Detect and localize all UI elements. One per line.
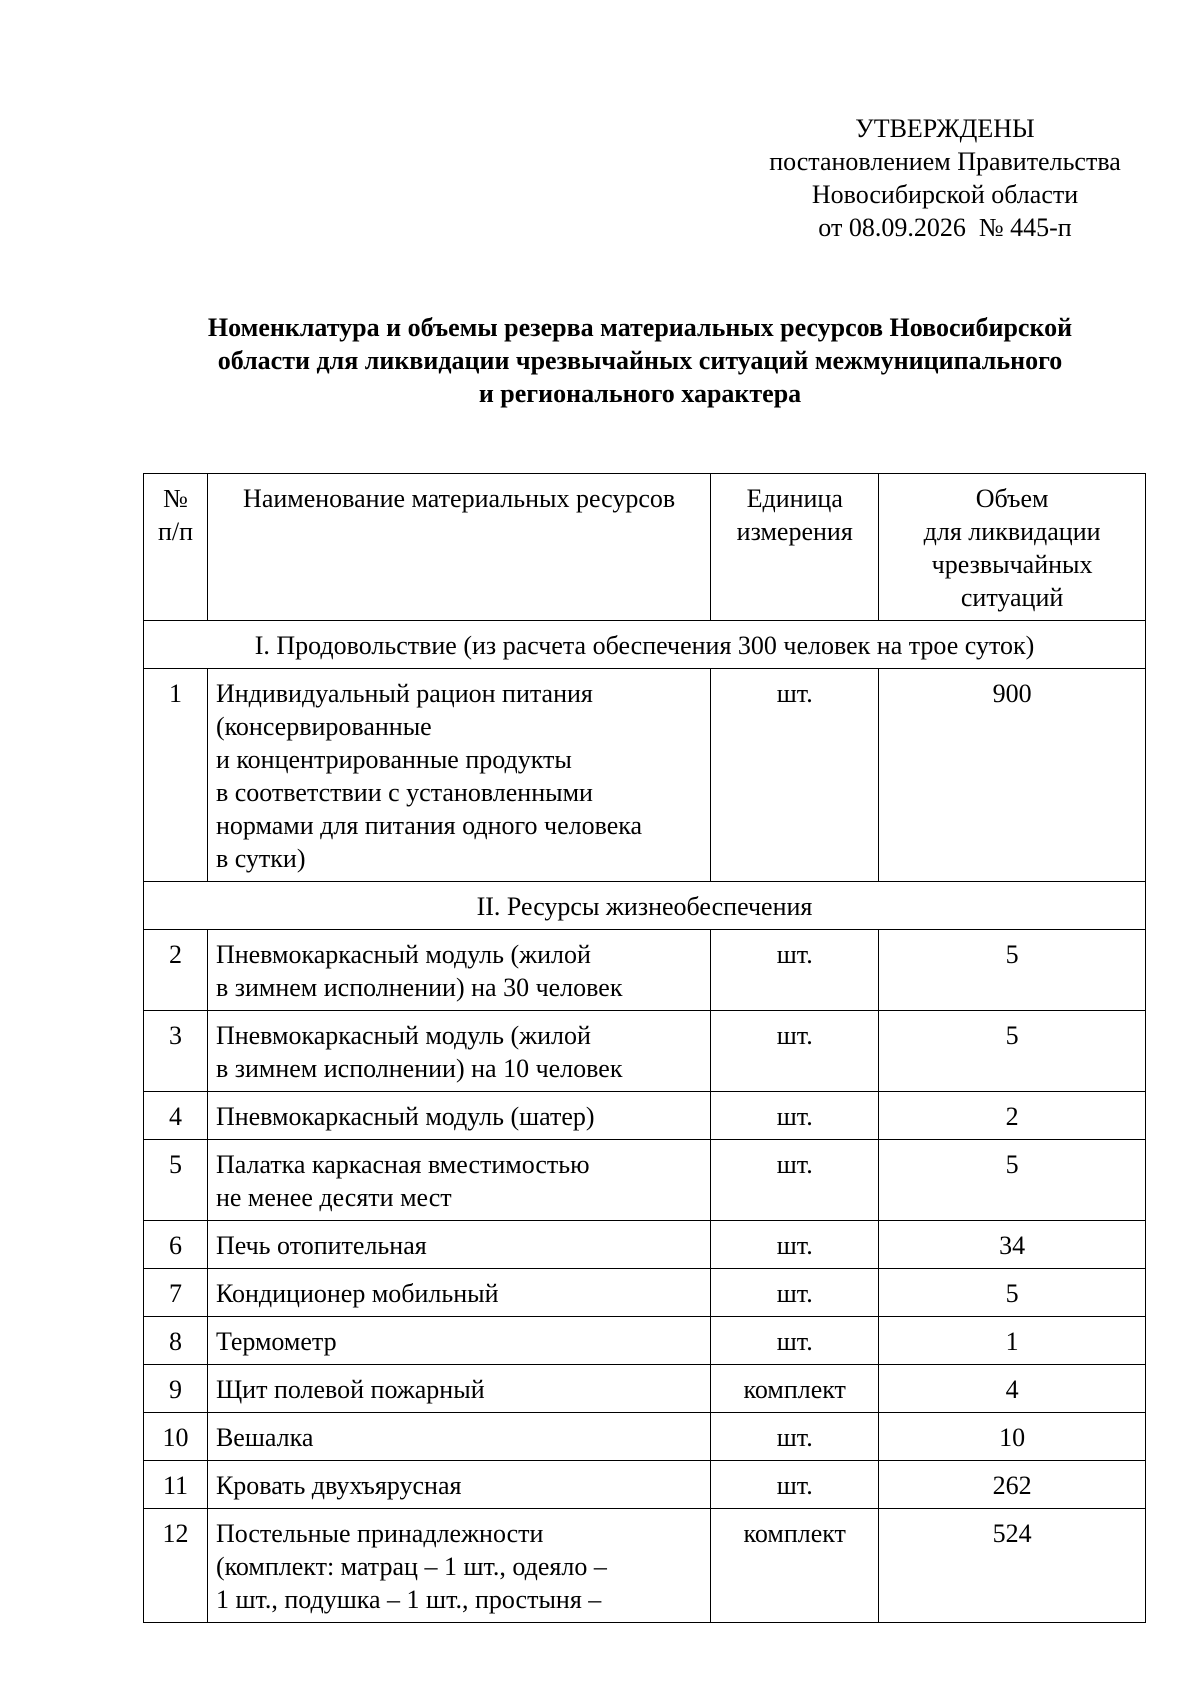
- header-volume-line-1: Объем: [975, 484, 1049, 513]
- row-unit: шт.: [711, 1140, 879, 1221]
- row-name-line: в зимнем исполнении) на 10 человек: [215, 1054, 623, 1083]
- header-unit-line-2: измерения: [736, 517, 853, 546]
- row-volume: 5: [879, 1269, 1146, 1317]
- row-volume: 4: [879, 1365, 1146, 1413]
- row-number: 4: [144, 1092, 208, 1140]
- header-volume-line-3: чрезвычайных: [931, 550, 1093, 579]
- row-number: 10: [144, 1413, 208, 1461]
- row-name: [207, 1365, 710, 1413]
- row-name-line: Пневмокаркасный модуль (шатер): [215, 1102, 595, 1131]
- header-number-line-1: №: [163, 484, 188, 513]
- row-unit: комплект: [711, 1509, 879, 1623]
- table-row: [144, 1011, 1146, 1092]
- row-name: [207, 1221, 710, 1269]
- row-unit: шт.: [711, 1269, 879, 1317]
- row-unit: шт.: [711, 1317, 879, 1365]
- row-unit: шт.: [711, 1092, 879, 1140]
- row-unit: шт.: [711, 1011, 879, 1092]
- header-number-line-2: п/п: [157, 517, 193, 546]
- approval-block: [745, 112, 1145, 244]
- row-name: [207, 930, 710, 1011]
- row-volume: 1: [879, 1317, 1146, 1365]
- table-row: [144, 1269, 1146, 1317]
- row-name-line: Постельные принадлежности: [215, 1519, 544, 1548]
- row-volume: 5: [879, 1011, 1146, 1092]
- table-row: [144, 930, 1146, 1011]
- header-name: Наименование материальных ресурсов: [207, 474, 710, 621]
- table-row: [144, 1317, 1146, 1365]
- row-number: 6: [144, 1221, 208, 1269]
- table-row: [144, 669, 1146, 882]
- table-row: [144, 1413, 1146, 1461]
- row-name-line: Вешалка: [215, 1423, 314, 1452]
- row-name-line: Палатка каркасная вместимостью: [215, 1150, 590, 1179]
- row-name-line: не менее десяти мест: [215, 1183, 452, 1212]
- section-life-support: II. Ресурсы жизнеобеспечения: [144, 882, 1146, 930]
- approval-line-3: Новосибирской области: [811, 180, 1079, 209]
- row-name: [207, 669, 710, 882]
- row-unit: шт.: [711, 1461, 879, 1509]
- row-number: 11: [144, 1461, 208, 1509]
- row-name-line: Индивидуальный рацион питания: [215, 679, 593, 708]
- row-name: [207, 1092, 710, 1140]
- document-title: [140, 311, 1140, 410]
- resources-table: [143, 473, 1146, 1623]
- row-volume: 524: [879, 1509, 1146, 1623]
- row-number: 3: [144, 1011, 208, 1092]
- row-name: [207, 1269, 710, 1317]
- header-volume-line-4: ситуаций: [960, 583, 1064, 612]
- section-row: [144, 621, 1146, 669]
- row-number: 5: [144, 1140, 208, 1221]
- table-row: [144, 1461, 1146, 1509]
- row-unit: шт.: [711, 1221, 879, 1269]
- table-row: [144, 1221, 1146, 1269]
- row-number: 7: [144, 1269, 208, 1317]
- table-row: [144, 1365, 1146, 1413]
- row-number: 9: [144, 1365, 208, 1413]
- row-unit: шт.: [711, 669, 879, 882]
- row-name-line: в соответствии с установленными: [215, 778, 593, 807]
- row-name-line: Пневмокаркасный модуль (жилой: [215, 1021, 591, 1050]
- title-line-2: области для ликвидации чрезвычайных ситуаций межмуниципального: [217, 346, 1063, 375]
- row-name-line: Кондиционер мобильный: [215, 1279, 499, 1308]
- row-name: [207, 1509, 710, 1623]
- row-volume: 5: [879, 930, 1146, 1011]
- row-name: [207, 1140, 710, 1221]
- approval-line-4: от 08.09.2026 № 445-п: [818, 213, 1072, 242]
- header-unit-line-1: Единица: [746, 484, 843, 513]
- title-line-3: и регионального характера: [478, 379, 802, 408]
- row-name: [207, 1413, 710, 1461]
- header-unit: [711, 474, 879, 621]
- table-body: [144, 621, 1146, 1623]
- row-number: 12: [144, 1509, 208, 1623]
- row-volume: 2: [879, 1092, 1146, 1140]
- header-volume: [879, 474, 1146, 621]
- table-row: [144, 1092, 1146, 1140]
- approval-line-1: УТВЕРЖДЕНЫ: [855, 114, 1035, 143]
- header-number: [144, 474, 208, 621]
- row-volume: 262: [879, 1461, 1146, 1509]
- row-name-line: Щит полевой пожарный: [215, 1375, 485, 1404]
- row-unit: комплект: [711, 1365, 879, 1413]
- row-name-line: (консервированные: [215, 712, 432, 741]
- row-name-line: Печь отопительная: [215, 1231, 427, 1260]
- row-number: 8: [144, 1317, 208, 1365]
- section-food: I. Продовольствие (из расчета обеспечения 300 человек на трое суток): [144, 621, 1146, 669]
- row-name-line: 1 шт., подушка – 1 шт., простыня –: [215, 1585, 602, 1614]
- row-name: [207, 1011, 710, 1092]
- table-row: [144, 1509, 1146, 1623]
- title-line-1: Номенклатура и объемы резерва материальных ресурсов Новосибирской: [207, 313, 1073, 342]
- row-number: 1: [144, 669, 208, 882]
- row-name-line: Термометр: [215, 1327, 337, 1356]
- row-volume: 10: [879, 1413, 1146, 1461]
- row-name: [207, 1317, 710, 1365]
- approval-line-2: постановлением Правительства: [769, 147, 1121, 176]
- row-number: 2: [144, 930, 208, 1011]
- row-name-line: в сутки): [215, 844, 306, 873]
- row-name: [207, 1461, 710, 1509]
- table-header-row: [144, 474, 1146, 621]
- row-name-line: в зимнем исполнении) на 30 человек: [215, 973, 623, 1002]
- row-name-line: и концентрированные продукты: [215, 745, 572, 774]
- row-unit: шт.: [711, 930, 879, 1011]
- row-unit: шт.: [711, 1413, 879, 1461]
- row-volume: 5: [879, 1140, 1146, 1221]
- row-name-line: нормами для питания одного человека: [215, 811, 643, 840]
- row-name-line: Пневмокаркасный модуль (жилой: [215, 940, 591, 969]
- row-name-line: Кровать двухъярусная: [215, 1471, 462, 1500]
- row-name-line: (комплект: матрац – 1 шт., одеяло –: [215, 1552, 607, 1581]
- row-volume: 900: [879, 669, 1146, 882]
- header-volume-line-2: для ликвидации: [923, 517, 1101, 546]
- row-volume: 34: [879, 1221, 1146, 1269]
- table-row: [144, 1140, 1146, 1221]
- section-row: [144, 882, 1146, 930]
